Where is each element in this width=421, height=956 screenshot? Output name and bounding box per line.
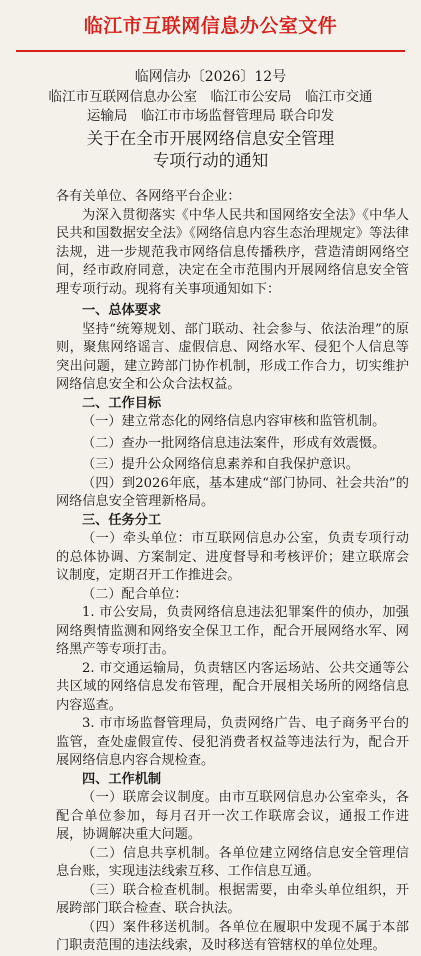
lead-unit: （一）牵头单位：市互联网信息办公室，负责专项行动的总体协调、方案制定、进度督导和考核评价；建立联席会议制度，定期召开工作推进会。 bbox=[56, 531, 409, 583]
mechanism-item-4: （四）案件移送机制。各单位在履职中发现不属于本部门职责范围的违法线索，及时移送有管辖权的单位处理。 bbox=[56, 919, 409, 953]
document-page bbox=[0, 11, 421, 953]
supporting-units-heading: （二）配合单位： bbox=[82, 586, 188, 602]
supporting-unit-2: 2. 市交通运输局，负责辖区内客运场站、公共交通等公共区域的网络信息发布管理，配合开展相关场所的网络信息内容巡查。 bbox=[56, 660, 409, 713]
section-heading-4: 四、工作机制 bbox=[82, 771, 162, 787]
issuing-agencies bbox=[0, 88, 421, 126]
section-heading-2: 二、工作目标 bbox=[82, 395, 162, 411]
issuers-line-1: 临江市互联网信息办公室 临江市公安局 临江市交通 bbox=[48, 89, 373, 105]
goal-item-4: （四）到2026年底，基本建成“部门协同、社会共治”的网络信息安全管理新格局。 bbox=[56, 475, 409, 509]
issuers-line-2: 运输局 临江市市场监督管理局 联合印发 bbox=[86, 108, 335, 124]
document-title bbox=[0, 128, 421, 172]
goal-item-1: （一）建立常态化的网络信息内容审核和监管机制。 bbox=[82, 414, 386, 429]
section-heading-3: 三、任务分工 bbox=[82, 512, 162, 528]
title-line-1: 关于在全市开展网络信息安全管理 bbox=[86, 129, 335, 148]
title-line-2: 专项行动的通知 bbox=[152, 151, 269, 170]
supporting-unit-1: 1. 市公安局，负责网络信息违法犯罪案件的侦办，加强网络舆情监测和网络安全保卫工作，配合开展网络水军、网络黑产等专项打击。 bbox=[56, 605, 409, 657]
mechanism-item-1: （一）联席会议制度。由市互联网信息办公室牵头，各配合单位参加，每月召开一次工作联席会议，通报工作进展，协调解决重大问题。 bbox=[56, 790, 409, 842]
document-body bbox=[0, 188, 421, 956]
section-heading-1: 一、总体要求 bbox=[82, 303, 162, 318]
mechanism-item-3: （三）联合检查机制。根据需要，由牵头单位组织，开展跨部门联合检查、联合执法。 bbox=[56, 882, 409, 916]
goal-item-3: （三）提升公众网络信息素养和自我保护意识。 bbox=[82, 457, 359, 472]
addressee: 各有关单位、各网络平台企业： bbox=[56, 189, 241, 204]
office-title: 临江市互联网信息办公室文件 bbox=[83, 15, 338, 37]
red-separator-line bbox=[16, 50, 405, 52]
document-number: 临网信办〔2026〕12号 bbox=[134, 69, 287, 85]
mechanism-item-2: （二）信息共享机制。各单位建立网络信息安全管理信息台账，实现违法线索互移、工作信息互通。 bbox=[56, 845, 409, 879]
intro-paragraph: 为深入贯彻落实《中华人民共和国网络安全法》《中华人民共和国数据安全法》《网络信息内容生态治理规定》等法律法规，进一步规范我市网络信息传播秩序，营造清朗网络空间，经市政府同意，决定在全市范围内开展网络信息安全管理专项行动。现将有关事项通知如下： bbox=[56, 207, 409, 297]
goal-item-2: （二）查办一批网络信息违法案件，形成有效震慑。 bbox=[82, 435, 386, 451]
supporting-unit-3: 3. 市市场监督管理局，负责网络广告、电子商务平台的监管，查处虚假宣传、侵犯消费者权益等违法行为，配合开展网络信息内容合规检查。 bbox=[56, 716, 409, 768]
section-1-body: 坚持“统筹规划、部门联动、社会参与、依法治理”的原则，聚焦网络谣言、虚假信息、网络水军、侵犯个人信息等突出问题，建立跨部门协作机制，形成工作合力，切实维护网络信息安全和公众合法权益。 bbox=[56, 321, 409, 392]
